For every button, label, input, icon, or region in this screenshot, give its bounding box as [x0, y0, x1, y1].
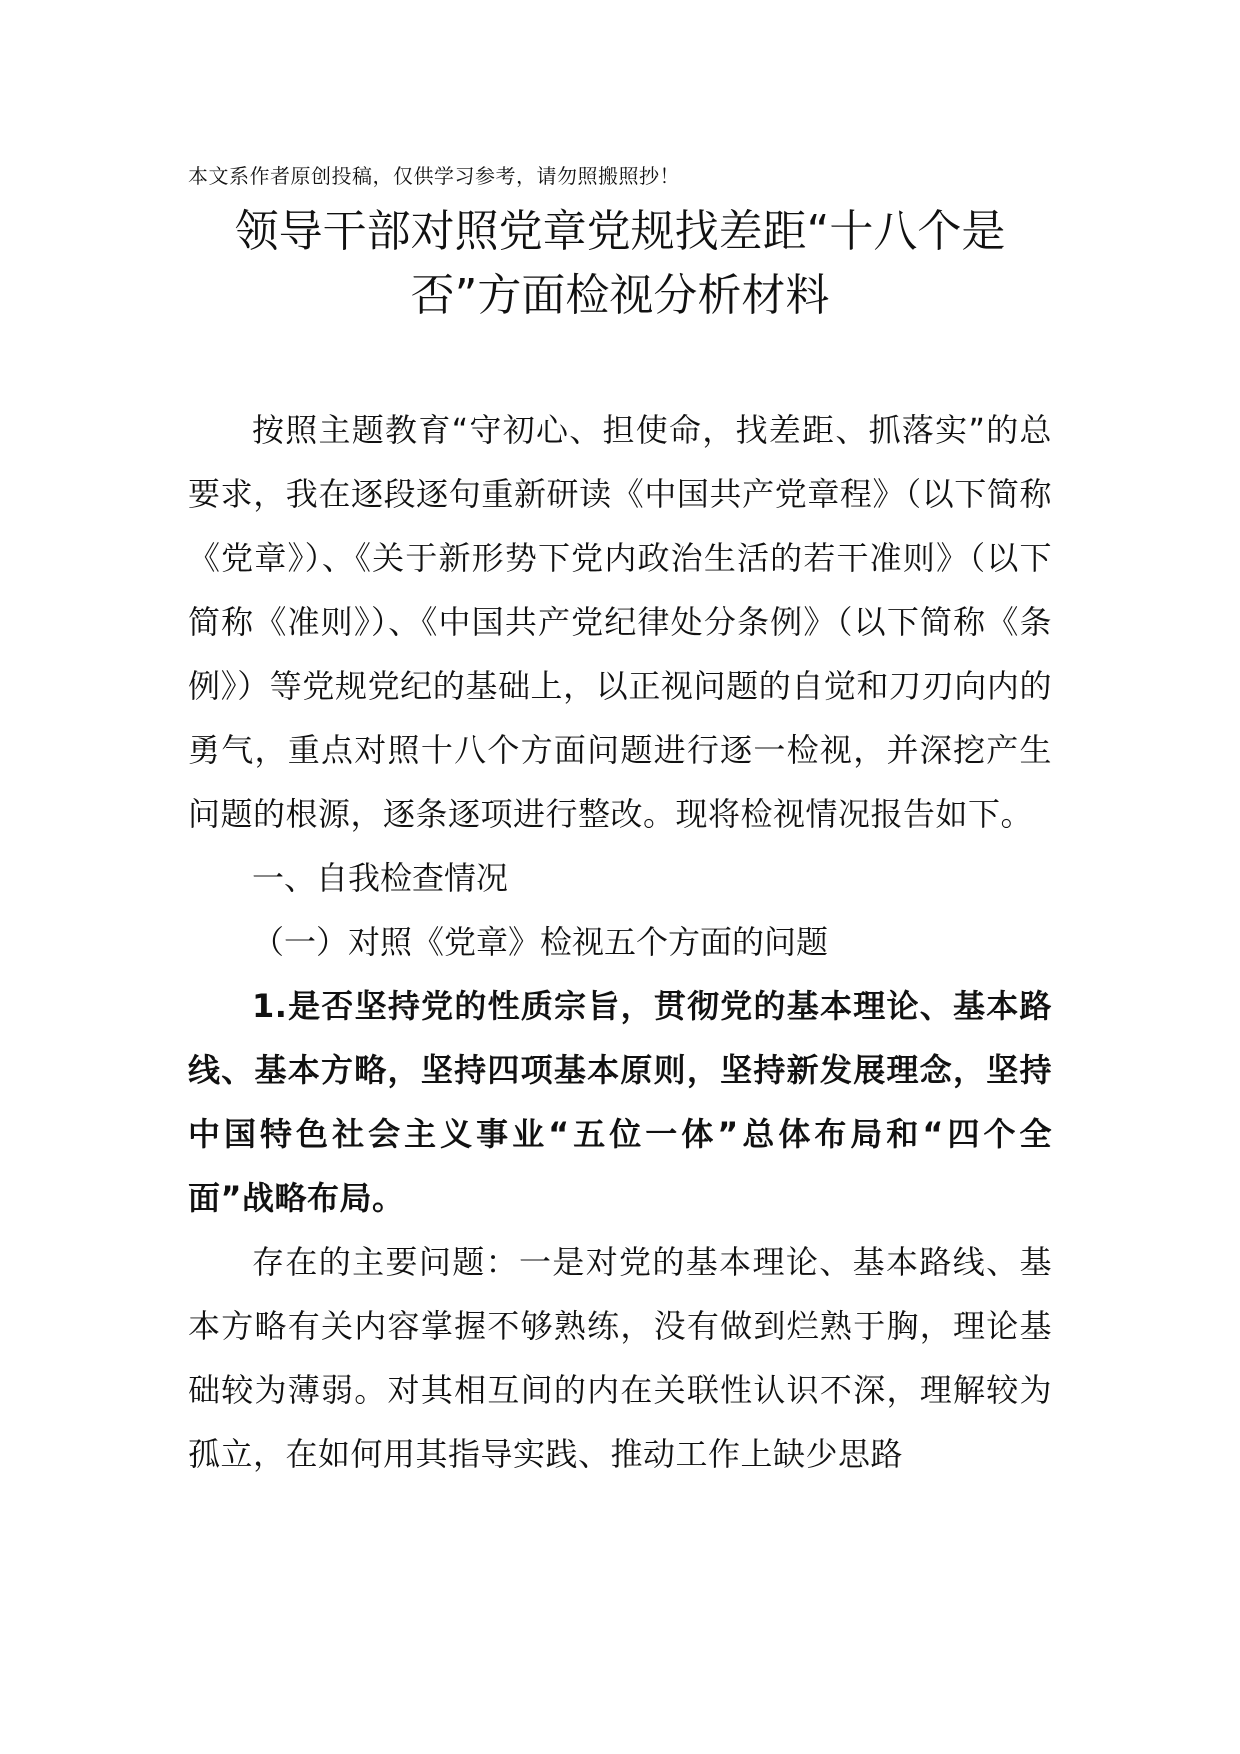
- document-body: [188, 398, 1052, 1486]
- intro-paragraph: 按照主题教育“守初心、担使命，找差距、抓落实”的总要求，我在逐段逐句重新研读《中国共产党章程》（以下简称《党章》）、《关于新形势下党内政治生活的若干准则》（以下简称《准则》）、《中国共产党纪律处分条例》（以下简称《条例》）等党规党纪的基础上，以正视问题的自觉和刀刃向内的勇气，重点对照十八个方面问题进行逐一检视，并深挖产生问题的根源，逐条逐项进行整改。现将检视情况报告如下。: [188, 411, 1052, 833]
- document-title: 领导干部对照党章党规找差距“十八个是否”方面检视分析材料: [234, 206, 1006, 321]
- item-heading: 1.是否坚持党的性质宗旨，贯彻党的基本理论、基本路线、基本方略，坚持四项基本原则，坚持新发展理念，坚持中国特色社会主义事业“五位一体”总体布局和“四个全面”战略布局。: [188, 987, 1052, 1217]
- problems-paragraph: 存在的主要问题：一是对党的基本理论、基本路线、基本方略有关内容掌握不够熟练，没有做到烂熟于胸，理论基础较为薄弱。对其相互间的内在关联性认识不深，理解较为孤立，在如何用其指导实践、推动工作上缺少思路: [188, 1243, 1052, 1473]
- subsection-heading: （一）对照《党章》检视五个方面的问题: [252, 923, 829, 961]
- copyright-notice: 本文系作者原创投稿，仅供学习参考，请勿照搬照抄！: [188, 164, 680, 188]
- section-heading: 一、自我检查情况: [252, 859, 509, 897]
